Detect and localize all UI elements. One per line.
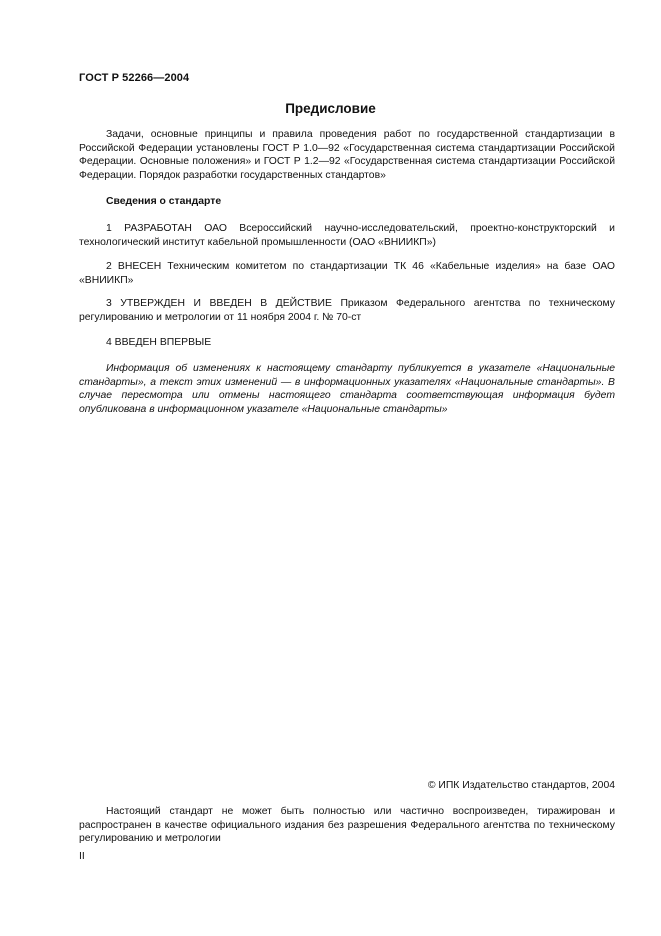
document-id-header: ГОСТ Р 52266—2004 — [79, 72, 190, 84]
list-item-introduced: 2 ВНЕСЕН Техническим комитетом по стандартизации ТК 46 «Кабельные изделия» на базе ОАО «ВНИИКП» — [79, 261, 615, 286]
section-heading: Сведения о стандарте — [106, 196, 222, 207]
copyright-line: © ИПК Издательство стандартов, 2004 — [427, 780, 615, 791]
list-item-first-introduced: 4 ВВЕДЕН ВПЕРВЫЕ — [106, 337, 212, 348]
intro-paragraph: Задачи, основные принципы и правила проведения работ по государственной стандартизации в Российской Федерации установлены ГОСТ Р 1.0—92 «Государственная система стандартизации Российской Федерации. Основные положения» и ГОСТ Р 1.2—92 «Государственная система стандартизации Российской Федерации. Порядок разработки государственных стандартов» — [79, 129, 615, 181]
page-number: II — [79, 851, 85, 862]
list-item-developed: 1 РАЗРАБОТАН ОАО Всероссийский научно-исследовательский, проектно-конструкторский и технологический институт кабельной промышленности (ОАО «ВНИИКП») — [79, 223, 615, 248]
page-title: Предисловие — [285, 101, 376, 116]
rights-paragraph: Настоящий стандарт не может быть полностью или частично воспроизведен, тиражирован и распространен в качестве официального издания без разрешения Федерального агентства по техническому регулированию и метрологии — [79, 806, 615, 845]
notice-paragraph: Информация об изменениях к настоящему стандарту публикуется в указателе «Национальные стандарты», а текст этих изменений — в информационных указателях «Национальные стандарты». В случае пересмотра или отмены настоящего стандарта соответствующая информация будет опубликована в информационном указателе «Национальные стандарты» — [79, 363, 615, 415]
list-item-approved: 3 УТВЕРЖДЕН И ВВЕДЕН В ДЕЙСТВИЕ Приказом Федерального агентства по техническому регулированию и метрологии от 11 ноября 2004 г. № 70-ст — [79, 298, 615, 323]
